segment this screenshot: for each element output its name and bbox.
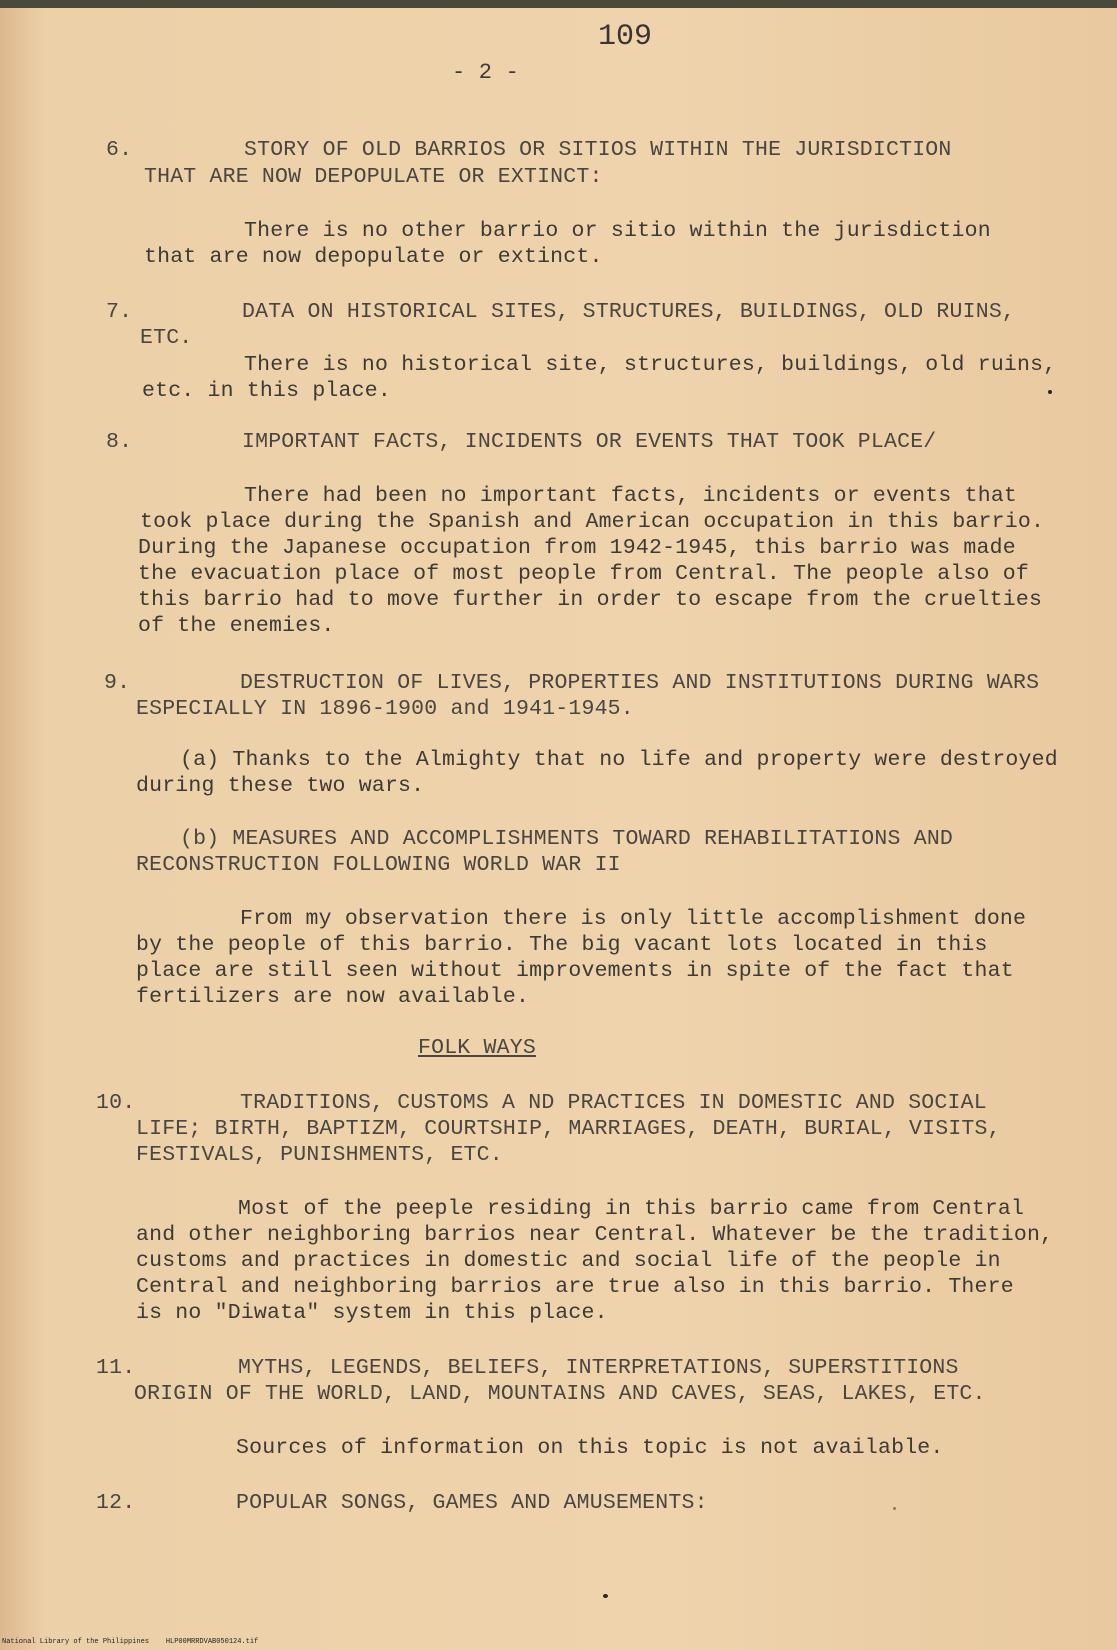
section-heading: IMPORTANT FACTS, INCIDENTS OR EVENTS THAT TOOK PLACE/ <box>242 430 937 454</box>
section-number: 10. <box>96 1091 136 1115</box>
page-number: 109 <box>598 20 653 54</box>
section-body: is no "Diwata" system in this place. <box>136 1301 608 1325</box>
section-heading: FESTIVALS, PUNISHMENTS, ETC. <box>136 1143 503 1167</box>
section-body: this barrio had to move further in order to escape from the cruelties <box>138 588 1043 612</box>
scan-speck <box>1048 390 1052 394</box>
section-body: Most of the peeple residing in this barrio came from Central <box>238 1197 1025 1221</box>
subsection-heading: RECONSTRUCTION FOLLOWING WORLD WAR II <box>136 853 621 877</box>
section-number: 12. <box>96 1491 136 1515</box>
section-body: took place during the Spanish and American occupation in this barrio. <box>140 510 1045 534</box>
subsection-body: during these two wars. <box>136 774 425 798</box>
section-body: of the enemies. <box>138 614 335 638</box>
section-number: 6. <box>106 138 133 162</box>
section-number: 11. <box>96 1356 136 1380</box>
section-heading: LIFE; BIRTH, BAPTIZM, COURTSHIP, MARRIAGES, DEATH, BURIAL, VISITS, <box>136 1117 1001 1141</box>
section-number: 8. <box>106 430 133 454</box>
section-body: fertilizers are now available. <box>136 985 530 1009</box>
section-body: There had been no important facts, incidents or events that <box>244 484 1018 508</box>
scan-footer: National Library of the Philippines HLP00MRRDVAB050124.tif <box>2 1638 259 1646</box>
section-body: During the Japanese occupation from 1942-1945, this barrio was made <box>138 536 1016 560</box>
section-heading: ESPECIALLY IN 1896-1900 and 1941-1945. <box>136 697 634 721</box>
section-heading: TRADITIONS, CUSTOMS A ND PRACTICES IN DOMESTIC AND SOCIAL <box>240 1091 987 1115</box>
section-body: and other neighboring barrios near Central. Whatever be the tradition, <box>136 1223 1054 1247</box>
section-heading: MYTHS, LEGENDS, BELIEFS, INTERPRETATIONS, SUPERSTITIONS <box>238 1356 959 1380</box>
scan-speck <box>893 1507 896 1510</box>
section-body: that are now depopulate or extinct. <box>144 245 603 269</box>
section-heading: ORIGIN OF THE WORLD, LAND, MOUNTAINS AND CAVES, SEAS, LAKES, ETC. <box>134 1382 986 1406</box>
section-body: customs and practices in domestic and social life of the people in <box>136 1249 1001 1273</box>
section-body: etc. in this place. <box>142 379 391 403</box>
section-body: Central and neighboring barrios are true also in this barrio. There <box>136 1275 1014 1299</box>
section-body: From my observation there is only little accomplishment done <box>240 907 1027 931</box>
section-heading: THAT ARE NOW DEPOPULATE OR EXTINCT: <box>144 165 603 189</box>
sheet-label: - 2 - <box>452 60 520 85</box>
scan-speck <box>603 1594 608 1598</box>
section-body: There is no other barrio or sitio within the jurisdiction <box>244 219 991 243</box>
section-body: place are still seen without improvements in spite of the fact that <box>136 959 1014 983</box>
section-heading: DATA ON HISTORICAL SITES, STRUCTURES, BUILDINGS, OLD RUINS, <box>242 300 1016 324</box>
section-heading: ETC. <box>140 326 193 350</box>
section-body: by the people of this barrio. The big vacant lots located in this <box>136 933 988 957</box>
section-heading: DESTRUCTION OF LIVES, PROPERTIES AND INSTITUTIONS DURING WARS <box>240 671 1040 695</box>
section-heading: POPULAR SONGS, GAMES AND AMUSEMENTS: <box>236 1491 708 1515</box>
section-body: the evacuation place of most people from Central. The people also of <box>138 562 1029 586</box>
subsection-body: (a) Thanks to the Almighty that no life and property were destroyed <box>180 748 1058 772</box>
section-body: Sources of information on this topic is not available. <box>236 1436 944 1460</box>
section-body: There is no historical site, structures, buildings, old ruins, <box>244 353 1057 377</box>
folk-ways-title: FOLK WAYS <box>418 1036 536 1060</box>
scan-border <box>0 0 1117 8</box>
section-number: 7. <box>106 300 133 324</box>
subsection-heading: (b) MEASURES AND ACCOMPLISHMENTS TOWARD REHABILITATIONS AND <box>180 827 954 851</box>
section-heading: STORY OF OLD BARRIOS OR SITIOS WITHIN THE JURISDICTION <box>244 138 952 162</box>
section-number: 9. <box>104 671 131 695</box>
